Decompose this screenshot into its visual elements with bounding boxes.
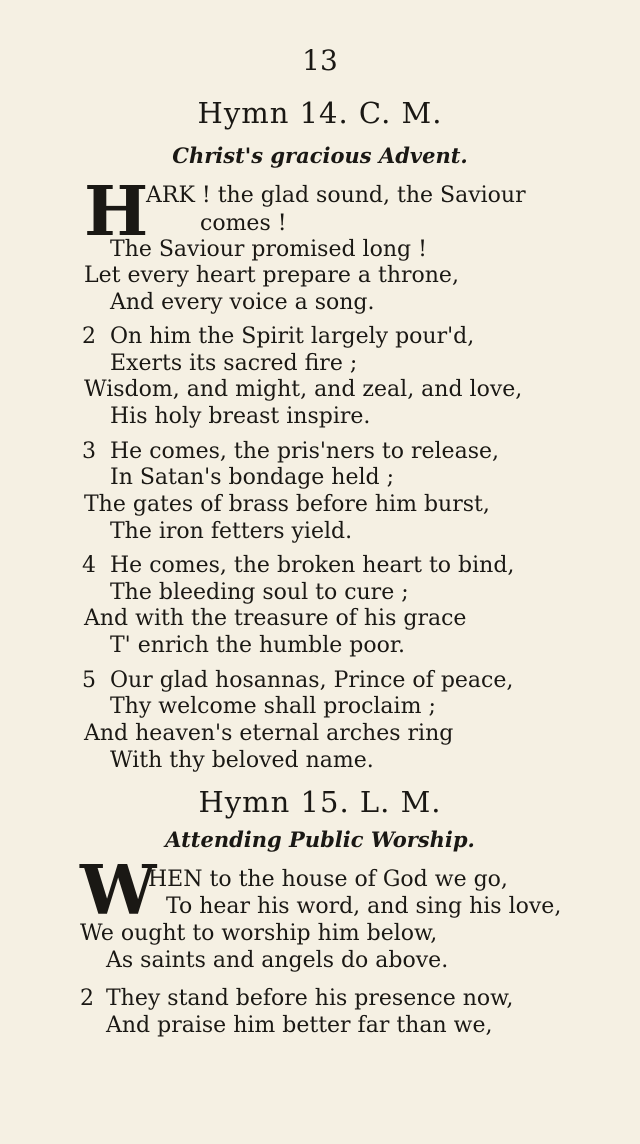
verse-line: The gates of brass before him burst,: [84, 492, 490, 517]
verse-line: He comes, the pris'ners to release,: [110, 439, 499, 464]
verse-number: 4: [82, 553, 96, 578]
verse-line: And heaven's eternal arches ring: [84, 721, 454, 746]
verse-number: 3: [82, 439, 96, 464]
hymn-14-title: Hymn 14. C. M.: [197, 96, 443, 130]
verse-line: The iron fetters yield.: [110, 519, 353, 544]
verse-line: The Saviour promised long !: [110, 237, 427, 262]
verse-line: And praise him better far than we,: [106, 1013, 493, 1038]
verse-line: They stand before his presence now,: [106, 986, 514, 1011]
verse-line: His holy breast inspire.: [110, 404, 371, 429]
verse-line: We ought to worship him below,: [80, 921, 438, 946]
verse-line: ARK ! the glad sound, the Saviour: [146, 183, 526, 208]
hymn-14-subtitle: Christ's gracious Advent.: [172, 143, 468, 168]
verse-line: Thy welcome shall proclaim ;: [110, 694, 436, 719]
verse-line: In Satan's bondage held ;: [110, 465, 395, 490]
hymn-15-dropcap: W: [80, 851, 157, 931]
verse-line: comes !: [200, 211, 287, 236]
verse-line: Wisdom, and might, and zeal, and love,: [84, 377, 523, 402]
verse-line: He comes, the broken heart to bind,: [110, 553, 515, 578]
hymn-15-subtitle: Attending Public Worship.: [165, 827, 475, 852]
verse-line: The bleeding soul to cure ;: [110, 580, 409, 605]
verse-line: Let every heart prepare a throne,: [84, 263, 459, 288]
verse-number: 2: [82, 324, 96, 349]
verse-number: 2: [80, 986, 94, 1011]
hymn-15-title: Hymn 15. L. M.: [198, 785, 442, 819]
verse-line: HEN to the house of God we go,: [148, 867, 508, 892]
verse-number: 5: [82, 668, 96, 693]
verse-line: And every voice a song.: [110, 290, 375, 315]
verse-line: And with the treasure of his grace: [84, 606, 467, 631]
page-number: 13: [302, 44, 338, 77]
hymn-14-dropcap: H: [84, 172, 149, 252]
verse-line: T' enrich the humble poor.: [110, 633, 405, 658]
verse-line: Our glad hosannas, Prince of peace,: [110, 668, 514, 693]
verse-line: Exerts its sacred fire ;: [110, 351, 358, 376]
verse-line: On him the Spirit largely pour'd,: [110, 324, 475, 349]
verse-line: To hear his word, and sing his love,: [166, 894, 562, 919]
verse-line: With thy beloved name.: [110, 748, 374, 773]
verse-line: As saints and angels do above.: [106, 948, 449, 973]
